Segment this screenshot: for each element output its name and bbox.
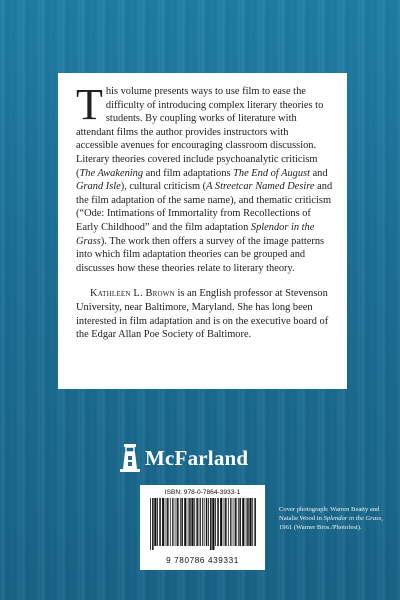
barcode-bar: [152, 498, 154, 550]
work-title: Grand Isle: [76, 181, 121, 193]
barcode-bar: [204, 498, 205, 546]
barcode-bar: [215, 498, 216, 546]
work-title: The Awakening: [79, 167, 144, 179]
barcode-bar: [230, 498, 231, 546]
barcode-bar: [180, 498, 181, 546]
barcode-bar: [234, 498, 235, 546]
isbn-label: ISBN: 978-0-7864-3933-1: [164, 489, 241, 496]
barcode-bar: [191, 498, 193, 546]
barcode-bar: [157, 498, 158, 546]
barcode-bar: [210, 498, 212, 550]
barcode-bar: [170, 498, 171, 546]
barcode-bar: [220, 498, 222, 546]
barcode-bar: [217, 498, 219, 546]
publisher-logo: [120, 444, 248, 472]
barcode: [146, 498, 259, 550]
barcode-bar: [172, 498, 173, 546]
work-title: Splendor in the Grass: [76, 221, 315, 247]
barcode-bar: [196, 498, 198, 546]
barcode-bar: [208, 498, 209, 546]
barcode-bar: [199, 498, 200, 546]
barcode-bar: [189, 498, 191, 546]
barcode-bar: [212, 498, 214, 550]
barcode-digits: 9 780786 439331: [166, 556, 239, 565]
barcode-bar: [176, 498, 177, 546]
barcode-bar: [252, 498, 253, 546]
barcode-bar: [254, 498, 256, 546]
barcode-bar: [249, 498, 251, 546]
author-bio: Kathleen L. Brown is an English professor at Stevenson University, near Baltimore, Maryland. She has long been interested in film adaptation and is on the executive board of the Edgar Allan Poe Society of Baltimore.: [76, 288, 329, 341]
barcode-bar: [238, 498, 239, 546]
barcode-bar: [167, 498, 169, 546]
barcode-bar: [194, 498, 195, 546]
barcode-bar: [166, 498, 167, 546]
barcode-box: [140, 485, 265, 570]
barcode-bar: [232, 498, 233, 546]
barcode-bar: [188, 498, 189, 546]
credit-film-title: Splendor in the Grass: [323, 514, 382, 522]
barcode-bar: [159, 498, 161, 546]
barcode-bar: [246, 498, 247, 546]
barcode-bar: [235, 498, 237, 546]
work-title: The End of August: [233, 167, 310, 179]
barcode-bar: [154, 498, 156, 546]
barcode-bar: [177, 498, 179, 546]
book-description: This volume presents ways to use film to ease the difficulty of introducing complex literary theories to students. By coupling works of literature with attendant films the author provides instructors with accessible avenues for encouraging classroom discussion. Literary theories covered include psychoanalytic criticism (The Awakening and film adaptations The End of August and Grand Isle), cultural criticism (A Streetcar Named Desire and the film adaptation of the same name), and thematic criticism (“Ode: Intimations of Immortality from Recollections of Early Childhood” and the film adaptation Splendor in the Grass). The work then offers a survey of the image patterns into which film adaptation theories can be grouped and discusses how these theories relate to literary theory.: [76, 80, 333, 274]
barcode-bar: [224, 498, 225, 546]
barcode-bar: [184, 498, 186, 546]
barcode-bar: [200, 498, 201, 546]
barcode-bar: [242, 498, 244, 546]
blurb-panel: [58, 73, 347, 389]
barcode-bar: [202, 498, 203, 546]
cover-photo-credit: Cover photograph: Warren Beatty and Natalie Wood in Splendor in the Grass, 1961 (Warner Bros./Photofest).: [279, 506, 383, 531]
publisher-name: McFarland: [145, 445, 249, 470]
lighthouse-icon: [120, 444, 140, 472]
barcode-bar: [239, 498, 241, 546]
barcode-bar: [247, 498, 249, 546]
barcode-bar: [150, 498, 151, 550]
barcode-bar: [162, 498, 164, 546]
work-title: A Streetcar Named Desire: [206, 181, 315, 193]
barcode-bar: [228, 498, 229, 546]
barcode-bar: [181, 498, 183, 546]
barcode-bar: [174, 498, 175, 546]
author-name: Kathleen L. Brown: [90, 288, 175, 300]
barcode-bar: [206, 498, 208, 546]
barcode-bar: [225, 498, 227, 546]
drop-cap: T: [76, 80, 103, 129]
